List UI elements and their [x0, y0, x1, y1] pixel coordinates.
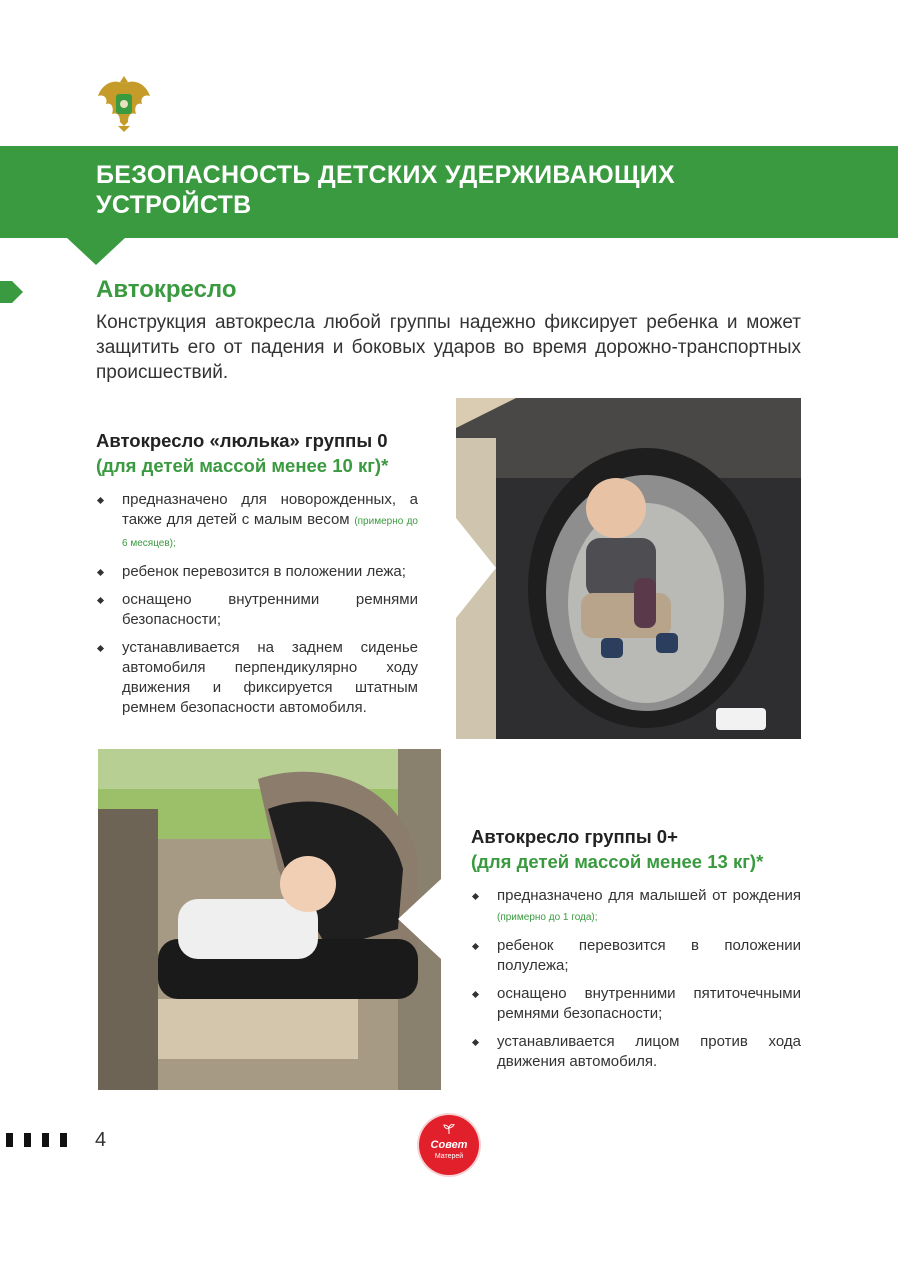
- list-item: [471, 936, 801, 976]
- infant-seat-photo: [98, 749, 441, 1090]
- bullet-icon: [472, 893, 479, 900]
- footer-mark: [24, 1133, 31, 1147]
- list-item-note: (примерно до 6 месяцев);: [122, 516, 418, 549]
- bullet-icon: [97, 597, 104, 604]
- page-number: 4: [95, 1129, 107, 1151]
- list-item-text: устанавливается лицом против хода движения автомобиля.: [497, 1033, 801, 1070]
- footer-marks: [6, 1133, 67, 1147]
- list-item-text: ребенок перевозится в положении лежа;: [122, 563, 406, 580]
- list-item-text: оснащено внутренними ремнями безопасности;: [122, 591, 418, 628]
- list-item: [96, 590, 418, 630]
- page-title: БЕЗОПАСНОСТЬ ДЕТСКИХ УДЕРЖИВАЮЩИХ УСТРОЙСТВ: [96, 161, 675, 219]
- logo-line2: Матерей: [434, 1153, 464, 1160]
- footer-mark: [60, 1133, 67, 1147]
- infant-carrier-photo: [456, 398, 801, 739]
- section-title: Автокресло: [96, 276, 237, 303]
- sprout-icon: [443, 1124, 455, 1134]
- list-item-text: устанавливается на заднем сиденье автомобиля перпендикулярно ходу движения и фиксируется штатным ремнем безопасности автомобиля.: [122, 639, 418, 716]
- list-item-text: предназначено для малышей от рождения: [497, 887, 801, 904]
- bullet-icon: [472, 991, 479, 998]
- list-item-text: предназначено для новорожденных, а также для детей с малым весом: [122, 491, 418, 528]
- list-item: [471, 886, 801, 928]
- list-item-text: ребенок перевозится в положении полулежа;: [497, 937, 801, 974]
- sovet-materey-logo: [419, 1115, 479, 1175]
- coat-of-arms-emblem: [94, 70, 154, 134]
- list-item: [96, 490, 418, 554]
- intro-paragraph: Конструкция автокресла любой группы надежно фиксирует ребенка и может защитить его от падения и боковых ударов во время дорожно-транспортных происшествий.: [96, 312, 801, 383]
- bullet-icon: [472, 1039, 479, 1046]
- bullet-icon: [97, 569, 104, 576]
- banner-notch: [66, 237, 126, 265]
- side-tab-marker: [0, 281, 12, 303]
- group0-section: [96, 428, 418, 726]
- list-item-text: оснащено внутренними пятиточечными ремнями безопасности;: [497, 985, 801, 1022]
- list-item-note: (примерно до 1 года);: [497, 912, 598, 923]
- list-item: [96, 562, 418, 582]
- list-item: [471, 984, 801, 1024]
- list-item: [96, 638, 418, 718]
- list-item: [471, 1032, 801, 1072]
- group0plus-section: [471, 824, 801, 1080]
- group0-title: Автокресло «люлька» группы 0: [96, 430, 388, 451]
- bullet-icon: [97, 497, 104, 504]
- group0-subtitle: (для детей массой менее 10 кг)*: [96, 455, 389, 476]
- bullet-icon: [97, 645, 104, 652]
- bullet-icon: [472, 943, 479, 950]
- group0plus-subtitle: (для детей массой менее 13 кг)*: [471, 851, 764, 872]
- footer-mark: [6, 1133, 13, 1147]
- group0plus-title: Автокресло группы 0+: [471, 826, 678, 847]
- footer-mark: [42, 1133, 49, 1147]
- logo-line1: Совет: [430, 1139, 468, 1151]
